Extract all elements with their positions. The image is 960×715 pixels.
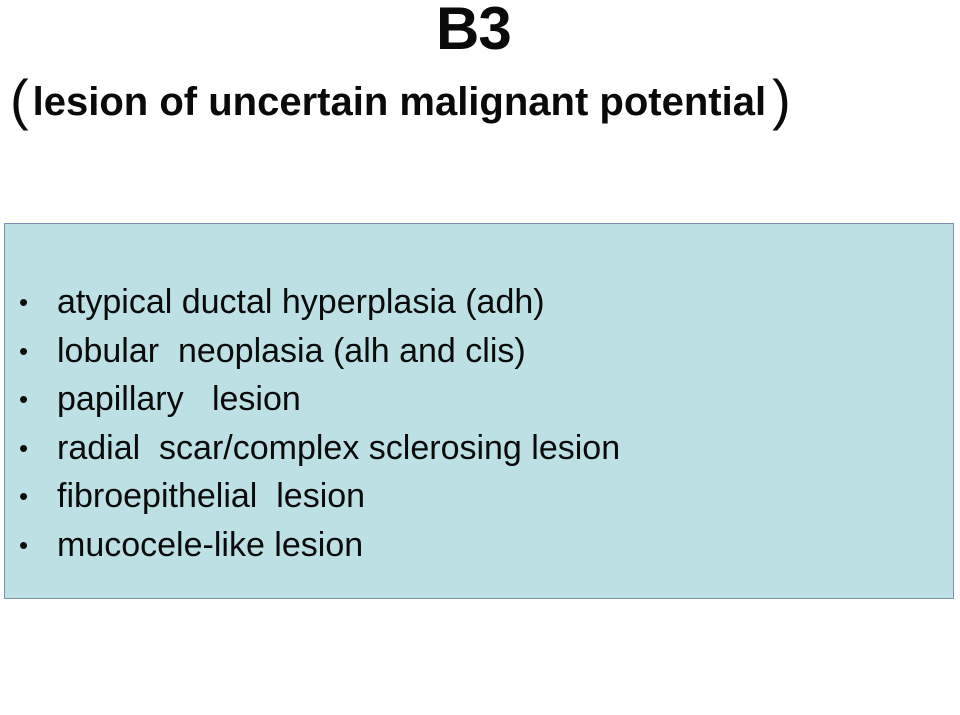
list-item (5, 375, 301, 424)
list-item-label: papillary lesion (57, 380, 301, 419)
bullet-icon: • (19, 287, 29, 317)
list-item-label: atypical ductal hyperplasia (adh) (57, 283, 545, 321)
lesion-list (5, 278, 621, 570)
bullet-icon: • (19, 335, 29, 366)
bullet-icon: • (19, 529, 29, 560)
slide-title: B3 (436, 0, 511, 62)
list-item-label: radial scar/complex sclerosing lesion (57, 428, 621, 467)
subtitle-close-paren: ) (772, 68, 791, 131)
list-item-label: mucocele-like lesion (57, 525, 364, 564)
list-item-label: lobular neoplasia (alh and clis) (57, 331, 526, 370)
bullet-icon: • (19, 432, 29, 463)
list-item (5, 424, 621, 473)
bullet-icon: • (19, 384, 29, 415)
list-item-label: fibroepithelial lesion (57, 477, 366, 516)
subtitle-open-paren: ( (10, 68, 29, 131)
list-item (5, 327, 526, 376)
list-item (5, 278, 545, 327)
list-item (5, 521, 364, 570)
list-item (5, 472, 366, 521)
slide-subtitle (10, 64, 791, 138)
subtitle-text: lesion of uncertain malignant potential (32, 80, 767, 124)
content-panel (4, 223, 954, 599)
bullet-icon: • (19, 481, 29, 512)
